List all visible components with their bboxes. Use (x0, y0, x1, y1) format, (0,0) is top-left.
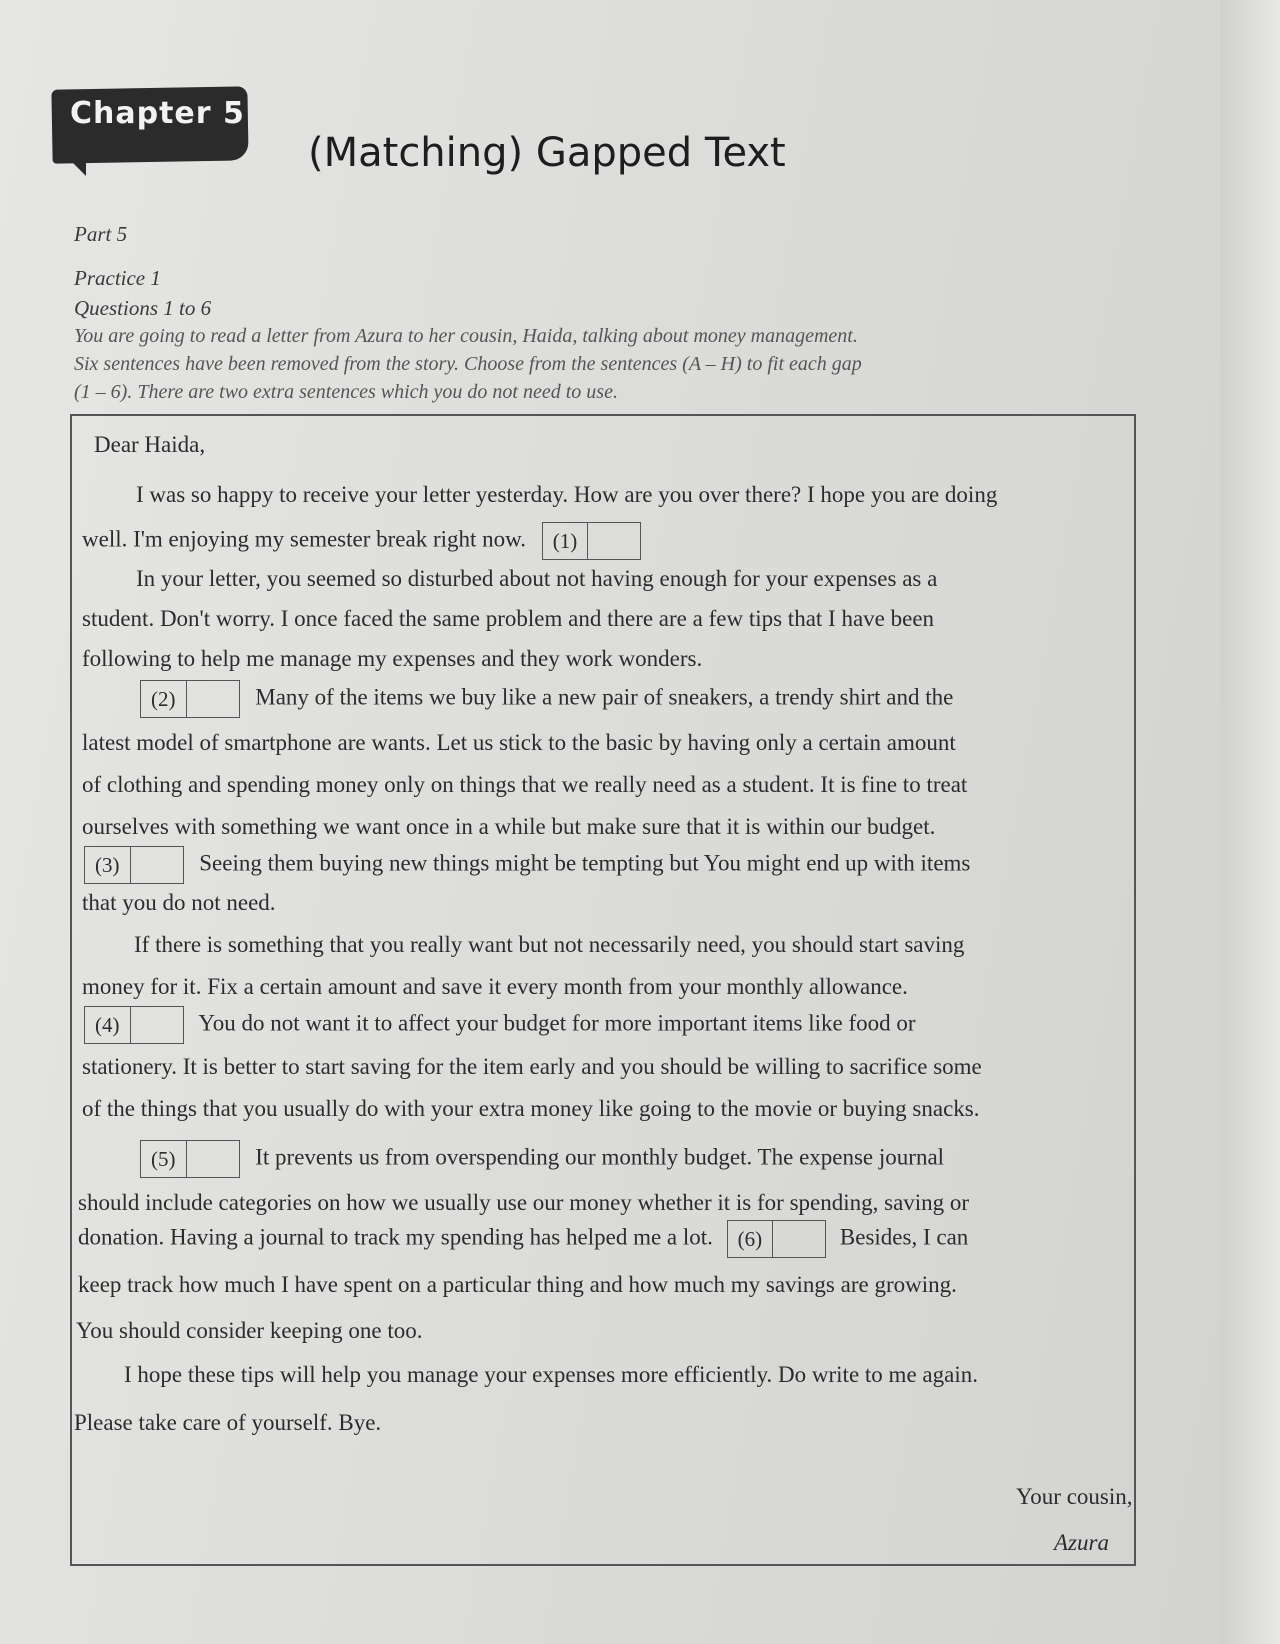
gap-answer-blank[interactable] (131, 847, 183, 883)
letter-line: that you do not need. (82, 890, 276, 915)
part-label: Part 5 (74, 222, 128, 246)
chapter-badge-label: Chapter 5 (70, 96, 245, 131)
gap-box-1[interactable] (542, 522, 642, 560)
letter-line (82, 522, 641, 560)
gap-box-6[interactable] (727, 1220, 827, 1258)
letter-line: If there is something that you really want but not necessarily need, you should start saving (134, 932, 965, 957)
gap-box-2[interactable] (140, 680, 240, 718)
letter-line: Please take care of yourself. Bye. (74, 1410, 382, 1435)
gap-number: (3) (85, 847, 131, 883)
letter-line: student. Don't worry. I once faced the same problem and there are a few tips that I have been (82, 606, 935, 631)
chapter-badge-tail (60, 150, 86, 176)
letter-line: stationery. It is better to start saving for the item early and you should be willing to sacrifice some (82, 1054, 982, 1079)
letter-text: Besides, I can (839, 1224, 969, 1250)
letter-line (84, 846, 970, 884)
letter-line: I was so happy to receive your letter yesterday. How are you over there? I hope you are doing (136, 482, 998, 507)
letter-greeting: Dear Haida, (94, 432, 206, 457)
letter-line: money for it. Fix a certain amount and save it every month from your monthly allowance. (82, 974, 908, 999)
letter-text: You do not want it to affect your budget for more important items like food or (198, 1010, 916, 1036)
letter-signature: Azura (1054, 1530, 1109, 1555)
letter-line: following to help me manage my expenses and they work wonders. (82, 646, 703, 671)
letter-line: of clothing and spending money only on things that we really need as a student. It is fine to treat (82, 772, 968, 797)
gap-answer-blank[interactable] (773, 1221, 825, 1257)
gap-answer-blank[interactable] (131, 1007, 183, 1043)
gap-number: (5) (141, 1141, 187, 1177)
letter-line: ourselves with something we want once in a while but make sure that it is within our budget. (82, 814, 936, 839)
gap-box-4[interactable] (84, 1006, 184, 1044)
letter-line: I hope these tips will help you manage your expenses more efficiently. Do write to me again. (124, 1362, 978, 1387)
instructions-line-1: You are going to read a letter from Azura to her cousin, Haida, talking about money management. (74, 325, 858, 347)
letter-line: In your letter, you seemed so disturbed about not having enough for your expenses as a (136, 566, 938, 591)
letter-line (140, 1140, 944, 1178)
instructions-line-3: (1 – 6). There are two extra sentences which you do not need to use. (74, 381, 618, 403)
gap-number: (2) (141, 681, 187, 717)
instructions (74, 322, 1134, 406)
gap-number: (6) (728, 1221, 774, 1257)
gap-number: (4) (85, 1007, 131, 1043)
gap-number: (1) (543, 523, 589, 559)
letter-line (140, 680, 953, 718)
page-title: (Matching) Gapped Text (308, 130, 786, 176)
letter-line: keep track how much I have spent on a particular thing and how much my savings are growing. (78, 1272, 957, 1297)
letter-closing: Your cousin, (1016, 1484, 1133, 1509)
letter-line: latest model of smartphone are wants. Let us stick to the basic by having only a certain amount (82, 730, 956, 755)
letter-text: donation. Having a journal to track my spending has helped me a lot. (78, 1224, 713, 1250)
letter-line (78, 1220, 968, 1258)
questions-label: Questions 1 to 6 (74, 296, 212, 320)
gap-answer-blank[interactable] (187, 681, 239, 717)
letter-line: of the things that you usually do with your extra money like going to the movie or buying snacks. (82, 1096, 980, 1121)
gap-answer-blank[interactable] (187, 1141, 239, 1177)
letter-line (84, 1006, 916, 1044)
letter-text: well. I'm enjoying my semester break right now. (82, 526, 527, 552)
gap-box-3[interactable] (84, 846, 184, 884)
letter-line: You should consider keeping one too. (76, 1318, 423, 1343)
page-edge (1220, 0, 1280, 1644)
gap-answer-blank[interactable] (588, 523, 640, 559)
letter-text: Seeing them buying new things might be tempting but You might end up with items (199, 850, 971, 876)
letter-line: should include categories on how we usually use our money whether it is for spending, saving or (78, 1190, 970, 1215)
practice-label: Practice 1 (74, 266, 161, 290)
instructions-line-2: Six sentences have been removed from the story. Choose from the sentences (A – H) to fit each gap (74, 353, 862, 375)
gap-box-5[interactable] (140, 1140, 240, 1178)
letter-text: Many of the items we buy like a new pair of sneakers, a trendy shirt and the (255, 684, 954, 710)
letter-text: It prevents us from overspending our monthly budget. The expense journal (255, 1144, 945, 1170)
